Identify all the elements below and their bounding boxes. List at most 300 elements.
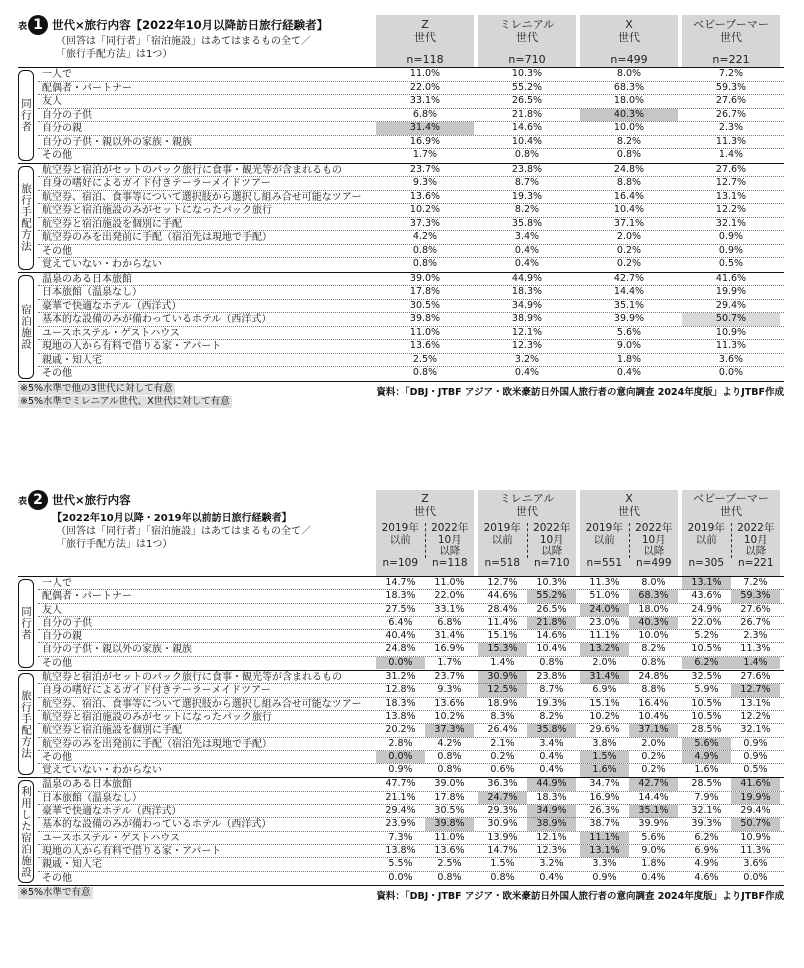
- value-cell: 30.5%: [434, 805, 465, 817]
- section-label-text: 宿泊施設: [20, 303, 32, 350]
- period-label-line2: 以前: [593, 533, 615, 546]
- row-label: 航空券のみを出発前に手配（宿泊先は現地で手配）: [42, 232, 272, 243]
- section-3: [18, 778, 784, 884]
- value-cell: 1.8%: [616, 353, 642, 365]
- row-label: 覚えていない・わからない: [42, 765, 162, 777]
- period-header-2022-after: [731, 522, 781, 569]
- value-cell: 0.8%: [616, 149, 642, 160]
- table-subtitle-2: 「旅行手配方法」は1つ）: [56, 49, 173, 60]
- period-label-line3: 以降: [439, 545, 461, 557]
- value-cell: 11.3%: [715, 135, 747, 147]
- value-cell: 0.9%: [743, 737, 768, 749]
- value-cell: 1.4%: [490, 656, 515, 668]
- generation-header: [376, 15, 474, 67]
- generation-header: [580, 15, 678, 67]
- row-label: ユースホステル・ゲストハウス: [42, 327, 180, 339]
- value-cell: 17.8%: [434, 791, 465, 803]
- value-cell: 24.0%: [580, 604, 629, 617]
- period-header-2022-after: [527, 522, 577, 569]
- value-cell: 8.2%: [616, 135, 642, 147]
- row-label: 日本旅館（温泉なし）: [42, 792, 142, 804]
- table-label: 表: [18, 21, 28, 32]
- value-cell: 13.2%: [580, 643, 629, 656]
- row-label: 配偶者・パートナー: [42, 82, 132, 94]
- value-cell: 11.1%: [580, 832, 629, 845]
- value-cell: 5.9%: [694, 684, 719, 696]
- source-note: 資料：「DBJ・JTBF アジア・欧米豪訪日外国人旅行者の意向調査 2024年度版」よりJTBF作成: [376, 890, 784, 902]
- row-label: 基本的な設備のみが備わっているホテル（西洋式）: [42, 314, 272, 325]
- value-cell: 6.4%: [388, 616, 413, 628]
- period-label-line3: 以降: [745, 545, 767, 557]
- generation-name: [376, 490, 474, 518]
- sample-size: n=118: [432, 557, 468, 569]
- value-cell: 10.3%: [536, 577, 567, 588]
- generation-name: [580, 15, 678, 44]
- value-cell: 8.3%: [490, 710, 515, 722]
- value-cell: 15.3%: [478, 643, 527, 656]
- value-cell: 21.1%: [385, 791, 416, 803]
- value-cell: 8.0%: [641, 577, 666, 588]
- table-row: [18, 577, 784, 590]
- value-cell: 42.7%: [629, 778, 678, 791]
- generation-name-line1: Z: [421, 492, 429, 505]
- row-label: 豪華で快適なホテル（西洋式）: [42, 300, 182, 312]
- value-cell: 14.4%: [613, 286, 645, 297]
- value-cell: 16.4%: [613, 190, 645, 202]
- table-row: [18, 751, 784, 764]
- value-cell: 24.9%: [691, 603, 722, 615]
- period-label-line1: 2019年: [483, 522, 521, 534]
- value-cell: 16.9%: [589, 791, 620, 803]
- row-label: 航空券のみを出発前に手配（宿泊先は現地で手配）: [42, 738, 272, 750]
- table-row: [18, 671, 784, 684]
- value-cell: 12.3%: [536, 844, 567, 856]
- generation-name-line1: X: [625, 18, 633, 31]
- row-label: 自身の嗜好によるガイド付きテーラーメイドツアー: [42, 178, 271, 189]
- value-cell: 26.3%: [589, 805, 620, 817]
- note-significance: ※5%水準で有意: [20, 886, 91, 898]
- row-label: 基本的な設備のみが備わっているホテル（西洋式）: [42, 819, 272, 831]
- table-2-body: [18, 576, 784, 886]
- value-cell: 7.3%: [388, 831, 413, 843]
- value-cell: 55.2%: [527, 590, 576, 603]
- table-row: [18, 286, 784, 300]
- source-note: 資料：「DBJ・JTBF アジア・欧米豪訪日外国人旅行者の意向調査 2024年度版」よりJTBF作成: [376, 386, 784, 398]
- value-cell: 35.8%: [511, 217, 543, 229]
- generation-header: [580, 490, 678, 576]
- value-cell: 34.9%: [527, 805, 576, 818]
- value-cell: 29.3%: [487, 805, 518, 817]
- value-cell: 6.2%: [682, 657, 731, 670]
- table-row: [18, 724, 784, 737]
- generation-name-line2: 世代: [618, 504, 640, 518]
- row-label: 自分の子供: [42, 617, 92, 629]
- value-cell: 30.9%: [487, 818, 518, 830]
- section-3: [18, 273, 784, 381]
- value-cell: 3.4%: [514, 231, 540, 242]
- value-cell: 32.1%: [691, 805, 722, 817]
- value-cell: 26.5%: [536, 603, 567, 615]
- value-cell: 24.8%: [638, 671, 669, 683]
- section-2: [18, 164, 784, 273]
- value-cell: 35.1%: [629, 805, 678, 818]
- generation-name-line1: ベビーブーマー: [693, 18, 769, 31]
- value-cell: 19.9%: [731, 792, 780, 805]
- row-label: 航空券と宿泊がセットのパック旅行に食事・観光等が含まれるもの: [42, 672, 342, 684]
- value-cell: 29.6%: [589, 724, 620, 736]
- value-cell: 11.3%: [740, 643, 771, 655]
- value-cell: 32.1%: [740, 724, 771, 736]
- value-cell: 11.3%: [715, 340, 747, 351]
- value-cell: 39.8%: [425, 818, 474, 831]
- row-label: 親戚・知人宅: [42, 354, 102, 366]
- value-cell: 37.3%: [425, 724, 474, 737]
- row-label: その他: [42, 872, 72, 884]
- period-label-line1: 2022年: [737, 522, 775, 534]
- value-cell: 21.8%: [527, 617, 576, 630]
- generation-header: [478, 490, 576, 576]
- value-cell: 37.1%: [629, 724, 678, 737]
- sample-size: n=499: [610, 52, 648, 66]
- value-cell: 32.5%: [691, 671, 722, 683]
- value-cell: 0.2%: [641, 750, 666, 762]
- table-row: [18, 122, 784, 136]
- value-cell: 10.2%: [434, 710, 465, 722]
- period-header-2022-after: [629, 522, 679, 569]
- table-subtitle-1: （回答は「同行者」「宿泊施設」はあてはまるもの全て／: [56, 36, 311, 47]
- value-cell: 26.7%: [715, 108, 747, 120]
- table-row: [18, 832, 784, 845]
- value-cell: 12.2%: [740, 710, 771, 722]
- sample-size: n=710: [534, 557, 570, 569]
- value-cell: 38.9%: [527, 818, 576, 831]
- table-1-notes: [18, 382, 784, 412]
- value-cell: 0.8%: [437, 871, 462, 883]
- value-cell: 3.2%: [514, 353, 540, 365]
- value-cell: 27.5%: [385, 603, 416, 615]
- value-cell: 21.8%: [511, 108, 543, 120]
- table-row: [18, 300, 784, 314]
- period-header-2022-after: [425, 522, 475, 569]
- generation-name-line2: 世代: [414, 30, 436, 44]
- value-cell: 10.5%: [691, 697, 722, 709]
- table-row: [18, 109, 784, 123]
- value-cell: 35.1%: [613, 299, 645, 311]
- value-cell: 0.0%: [376, 657, 425, 670]
- row-label: 自分の子供: [42, 109, 92, 121]
- value-cell: 12.7%: [487, 577, 518, 588]
- value-cell: 51.0%: [589, 590, 620, 602]
- value-cell: 23.8%: [536, 671, 567, 683]
- row-label: その他: [42, 751, 72, 763]
- table-1: [18, 15, 784, 412]
- table-row: [18, 684, 784, 697]
- value-cell: 8.8%: [616, 177, 642, 188]
- period-label-line1: 2019年: [687, 522, 725, 534]
- value-cell: 31.4%: [580, 671, 629, 684]
- value-cell: 10.3%: [511, 68, 543, 79]
- period-headers: [682, 522, 780, 569]
- sample-size: n=109: [382, 557, 418, 569]
- value-cell: 2.3%: [743, 630, 768, 642]
- section-label-text: 同行者: [20, 606, 32, 641]
- value-cell: 13.1%: [580, 845, 629, 858]
- value-cell: 5.6%: [641, 831, 666, 843]
- row-label: ユースホステル・ゲストハウス: [42, 832, 180, 844]
- section-1: [18, 68, 784, 164]
- row-label: 航空券と宿泊施設のみがセットになったパック旅行: [42, 205, 272, 216]
- value-cell: 0.9%: [388, 764, 413, 776]
- value-cell: 14.6%: [536, 630, 567, 642]
- value-cell: 5.6%: [616, 326, 642, 338]
- value-cell: 13.8%: [385, 844, 416, 856]
- period-label-line2: 以前: [695, 533, 717, 546]
- value-cell: 38.7%: [589, 818, 620, 830]
- period-label-line3: 以降: [541, 545, 563, 557]
- value-cell: 37.1%: [613, 217, 645, 229]
- value-cell: 8.2%: [641, 643, 666, 655]
- row-label: 航空券と宿泊施設を個別に手配: [42, 218, 182, 230]
- table-1-body: [18, 67, 784, 382]
- value-cell: 3.3%: [592, 858, 617, 870]
- value-cell: 0.4%: [514, 244, 540, 256]
- table-row: [18, 698, 784, 711]
- period-label-line1: 2022年: [431, 522, 469, 534]
- value-cell: 1.7%: [437, 656, 462, 668]
- value-cell: 10.0%: [638, 630, 669, 642]
- value-cell: 24.7%: [478, 792, 527, 805]
- generation-header: [478, 15, 576, 67]
- value-cell: 28.4%: [487, 603, 518, 615]
- value-cell: 59.3%: [731, 590, 780, 603]
- value-cell: 34.7%: [589, 778, 620, 790]
- row-label: 配偶者・パートナー: [42, 591, 132, 603]
- value-cell: 20.2%: [385, 724, 416, 736]
- generation-name-line1: ミレニアル: [499, 492, 555, 505]
- sample-size: n=221: [712, 52, 750, 66]
- value-cell: 28.5%: [691, 724, 722, 736]
- value-cell: 1.5%: [490, 858, 515, 870]
- value-cell: 8.2%: [539, 710, 564, 722]
- table-row: [18, 327, 784, 341]
- value-cell: 2.5%: [437, 858, 462, 870]
- table-2-notes: [18, 886, 784, 916]
- value-cell: 0.2%: [616, 258, 642, 269]
- row-label: その他: [42, 245, 72, 257]
- row-label: 友人: [42, 604, 62, 616]
- section-label-text: 同行者: [20, 98, 32, 133]
- value-cell: 3.6%: [743, 858, 768, 870]
- value-cell: 13.9%: [487, 831, 518, 843]
- row-label: 自分の親: [42, 123, 82, 134]
- value-cell: 10.4%: [613, 204, 645, 215]
- value-cell: 0.0%: [388, 871, 413, 883]
- row-label: 覚えていない・わからない: [42, 259, 162, 270]
- value-cell: 40.4%: [385, 630, 416, 642]
- table-row: [18, 273, 784, 287]
- value-cell: 0.8%: [490, 871, 515, 883]
- value-cell: 31.4%: [434, 630, 465, 642]
- value-cell: 33.1%: [434, 603, 465, 615]
- value-cell: 44.9%: [527, 778, 576, 791]
- value-cell: 11.3%: [589, 577, 620, 588]
- table-row: [18, 590, 784, 603]
- value-cell: 0.4%: [616, 367, 642, 378]
- table-row: [18, 711, 784, 724]
- row-label: その他: [42, 150, 72, 161]
- period-label-line2: 10月: [641, 533, 666, 546]
- value-cell: 16.9%: [409, 135, 441, 147]
- value-cell: 17.8%: [409, 286, 441, 297]
- value-cell: 15.1%: [487, 630, 518, 642]
- value-cell: 27.6%: [715, 163, 747, 175]
- period-label-line2: 以前: [491, 533, 513, 546]
- table-row: [18, 177, 784, 191]
- value-cell: 27.6%: [740, 603, 771, 615]
- value-cell: 0.8%: [514, 149, 540, 160]
- table-title-bracket: 【2022年10月以降・2019年以前訪日旅行経験者】: [52, 513, 292, 524]
- table-row: [18, 313, 784, 327]
- row-label: 一人で: [42, 578, 72, 589]
- value-cell: 38.9%: [511, 313, 543, 324]
- value-cell: 30.9%: [478, 671, 527, 684]
- generation-name-line1: Z: [421, 18, 429, 31]
- value-cell: 5.2%: [694, 630, 719, 642]
- table-row: [18, 204, 784, 218]
- value-cell: 11.0%: [409, 68, 441, 79]
- table-row: [18, 630, 784, 643]
- value-cell: 14.6%: [511, 122, 543, 133]
- value-cell: 0.8%: [412, 367, 438, 378]
- period-header-2019-before: [682, 522, 731, 569]
- value-cell: 1.6%: [580, 764, 629, 777]
- value-cell: 4.9%: [694, 858, 719, 870]
- value-cell: 2.0%: [641, 737, 666, 749]
- value-cell: 9.0%: [616, 340, 642, 351]
- value-cell: 0.5%: [743, 764, 768, 776]
- value-cell: 1.5%: [580, 751, 629, 764]
- table-title-bracket: 【2022年10月以降訪日旅行経験者】: [130, 18, 329, 32]
- value-cell: 5.6%: [682, 738, 731, 751]
- value-cell: 28.5%: [691, 778, 722, 790]
- value-cell: 31.2%: [385, 671, 416, 683]
- table-row: [18, 82, 784, 96]
- value-cell: 11.3%: [740, 844, 771, 856]
- value-cell: 55.2%: [511, 81, 543, 93]
- table-number-badge: 1: [28, 15, 48, 35]
- row-label: 一人で: [42, 69, 72, 80]
- value-cell: 8.8%: [641, 684, 666, 696]
- value-cell: 10.9%: [715, 326, 747, 338]
- value-cell: 37.3%: [409, 217, 441, 229]
- value-cell: 13.1%: [682, 577, 731, 590]
- value-cell: 9.3%: [412, 177, 438, 188]
- value-cell: 12.7%: [731, 684, 780, 697]
- value-cell: 23.9%: [385, 818, 416, 830]
- row-label: その他: [42, 657, 72, 669]
- table-row: [18, 95, 784, 109]
- value-cell: 24.8%: [385, 643, 416, 655]
- period-header-2019-before: [478, 522, 527, 569]
- value-cell: 0.0%: [718, 367, 744, 378]
- value-cell: 12.2%: [715, 204, 747, 215]
- value-cell: 33.1%: [409, 95, 441, 106]
- value-cell: 27.6%: [740, 671, 771, 683]
- generation-name-line2: 世代: [516, 30, 538, 44]
- value-cell: 1.4%: [718, 149, 744, 160]
- period-label-line2: 以前: [389, 533, 411, 546]
- table-row: [18, 164, 784, 178]
- period-headers: [580, 522, 678, 569]
- sample-size: n=551: [586, 557, 622, 569]
- generation-name: [376, 15, 474, 44]
- generation-name-line2: 世代: [516, 504, 538, 518]
- value-cell: 39.0%: [434, 778, 465, 790]
- sample-size: n=118: [406, 52, 444, 66]
- generation-name-line2: 世代: [414, 504, 436, 518]
- table-subtitle-2: 「旅行手配方法」は1つ）: [56, 539, 173, 550]
- note-significance-2: ※5%水準でミレニアル世代、X世代に対して有意: [20, 395, 230, 407]
- table-row: [18, 764, 784, 777]
- value-cell: 68.3%: [613, 81, 645, 93]
- value-cell: 0.8%: [437, 764, 462, 776]
- value-cell: 22.0%: [409, 81, 441, 93]
- value-cell: 8.7%: [539, 684, 564, 696]
- table-row: [18, 657, 784, 670]
- period-headers: [376, 522, 474, 569]
- value-cell: 18.3%: [511, 286, 543, 297]
- table-row: [18, 245, 784, 259]
- row-label: 航空券と宿泊施設を個別に手配: [42, 725, 182, 737]
- value-cell: 0.8%: [437, 750, 462, 762]
- value-cell: 11.4%: [487, 616, 518, 628]
- value-cell: 39.9%: [638, 818, 669, 830]
- value-cell: 35.8%: [527, 724, 576, 737]
- period-label-line1: 2019年: [585, 522, 623, 534]
- value-cell: 39.9%: [613, 313, 645, 324]
- value-cell: 0.2%: [616, 244, 642, 256]
- row-label: 親戚・知人宅: [42, 859, 102, 871]
- value-cell: 27.6%: [715, 95, 747, 106]
- row-label: 航空券と宿泊がセットのパック旅行に食事・観光等が含まれるもの: [42, 164, 342, 176]
- table-row: [18, 617, 784, 630]
- value-cell: 18.3%: [536, 791, 567, 803]
- value-cell: 2.1%: [490, 737, 515, 749]
- value-cell: 6.2%: [694, 831, 719, 843]
- value-cell: 2.0%: [616, 231, 642, 242]
- value-cell: 30.5%: [409, 299, 441, 311]
- row-label: 現地の人から有料で借りる家・アパート: [42, 845, 222, 857]
- value-cell: 10.4%: [638, 710, 669, 722]
- value-cell: 1.4%: [731, 657, 780, 670]
- period-label-line1: 2022年: [635, 522, 673, 534]
- value-cell: 4.2%: [437, 737, 462, 749]
- value-cell: 0.9%: [718, 231, 744, 242]
- table-1-header: [18, 15, 784, 67]
- generation-name-line1: ベビーブーマー: [693, 492, 769, 505]
- table-row: [18, 805, 784, 818]
- row-label: 友人: [42, 96, 62, 107]
- value-cell: 10.5%: [691, 710, 722, 722]
- value-cell: 32.1%: [715, 217, 747, 229]
- value-cell: 26.5%: [511, 95, 543, 106]
- value-cell: 18.0%: [613, 95, 645, 106]
- value-cell: 7.9%: [694, 791, 719, 803]
- table-title: 世代×旅行内容: [52, 18, 131, 32]
- value-cell: 19.3%: [511, 190, 543, 202]
- table-row: [18, 604, 784, 617]
- value-cell: 40.3%: [580, 109, 678, 122]
